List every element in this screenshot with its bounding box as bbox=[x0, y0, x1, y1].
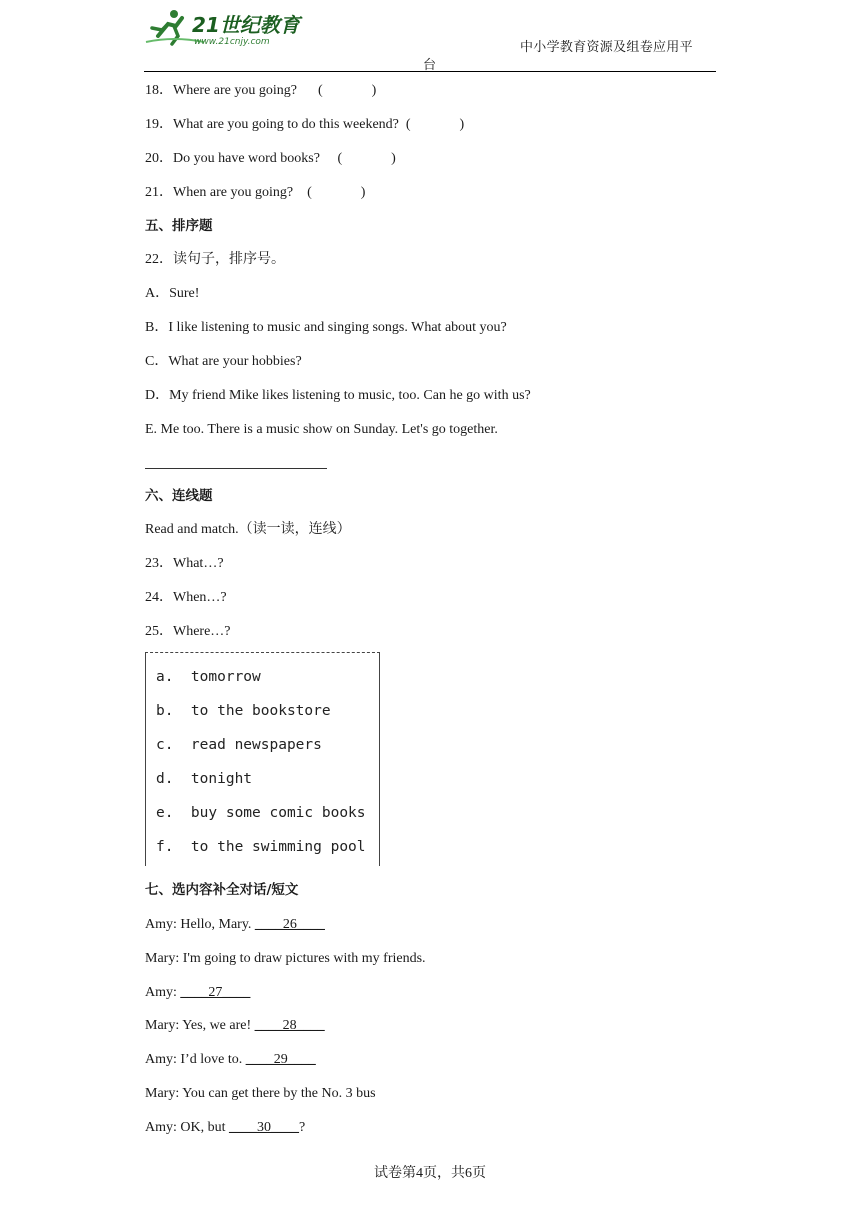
option-e: e. buy some comic books bbox=[156, 805, 366, 821]
dialogue-text: Mary: I'm going to draw pictures with my friends. bbox=[145, 951, 426, 966]
dialogue-line-3 bbox=[145, 984, 250, 1002]
page-number: 试卷第4页，共6页 bbox=[374, 1166, 486, 1181]
dialogue-text: Mary: You can get there by the No. 3 bus bbox=[145, 1086, 376, 1101]
question-21: 21．When are you going? ( ) bbox=[145, 185, 366, 200]
option-a: a. tomorrow bbox=[156, 669, 261, 685]
platform-name-line2: 台 bbox=[423, 57, 437, 72]
question-20: 20．Do you have word books? ( ) bbox=[145, 151, 396, 166]
match-options-box bbox=[145, 652, 380, 866]
answer-blank-line[interactable] bbox=[145, 468, 327, 469]
dialogue-line-7 bbox=[145, 1119, 305, 1137]
option-b: b. to the bookstore bbox=[156, 703, 331, 719]
sentence-b: B．I like listening to music and singing songs. What about you? bbox=[145, 320, 507, 335]
dialogue-text: Amy: OK, but bbox=[145, 1120, 229, 1135]
section-6-title: 六、连线题 bbox=[145, 488, 213, 504]
logo-url: www.21cnjy.com bbox=[194, 37, 270, 47]
option-d: d. tonight bbox=[156, 771, 253, 787]
platform-name-line1: 中小学教育资源及组卷应用平 bbox=[520, 39, 693, 54]
header-divider bbox=[144, 71, 716, 72]
dialogue-text: Mary: Yes, we are! bbox=[145, 1018, 255, 1033]
question-24: 24．When…? bbox=[145, 590, 227, 605]
section-7-title: 七、选内容补全对话/短文 bbox=[145, 882, 299, 898]
question-18: 18．Where are you going? ( ) bbox=[145, 83, 377, 98]
match-instruction: Read and match.（读一读，连线） bbox=[145, 522, 351, 537]
dialogue-text: Amy: Hello, Mary. bbox=[145, 917, 255, 932]
sentence-c: C．What are your hobbies? bbox=[145, 354, 302, 369]
option-f: f. to the swimming pool bbox=[156, 839, 366, 855]
dialogue-line-2 bbox=[145, 950, 426, 968]
blank-30[interactable]: ____30____ bbox=[229, 1120, 299, 1135]
logo-text: 21世纪教育 bbox=[192, 13, 300, 37]
question-22-instruction: 22．读句子，排序号。 bbox=[145, 252, 285, 267]
sentence-a: A．Sure! bbox=[145, 286, 200, 301]
dialogue-suffix: ? bbox=[299, 1120, 306, 1135]
blank-26[interactable]: ____26____ bbox=[254, 917, 325, 932]
dialogue-text: Amy: I’d love to. bbox=[145, 1052, 246, 1067]
section-5-title: 五、排序题 bbox=[145, 218, 213, 234]
blank-27[interactable]: ____27____ bbox=[180, 985, 251, 1000]
question-19: 19．What are you going to do this weekend? ( ) bbox=[145, 117, 465, 132]
dialogue-line-4 bbox=[145, 1017, 325, 1035]
blank-28[interactable]: ____28____ bbox=[254, 1018, 325, 1033]
blank-29[interactable]: ____29____ bbox=[245, 1052, 316, 1067]
sentence-e: E. Me too. There is a music show on Sunday. Let's go together. bbox=[145, 422, 498, 437]
dialogue-line-6 bbox=[145, 1085, 376, 1103]
dialogue-line-1 bbox=[145, 916, 325, 934]
dialogue-text: Amy: bbox=[145, 985, 181, 1000]
runner-icon bbox=[144, 6, 314, 48]
question-25: 25．Where…? bbox=[145, 624, 231, 639]
question-23: 23．What…? bbox=[145, 556, 224, 571]
option-c: c. read newspapers bbox=[156, 737, 322, 753]
sentence-d: D．My friend Mike likes listening to music, too. Can he go with us? bbox=[145, 388, 531, 403]
dialogue-line-5 bbox=[145, 1051, 316, 1069]
site-logo bbox=[144, 6, 314, 48]
